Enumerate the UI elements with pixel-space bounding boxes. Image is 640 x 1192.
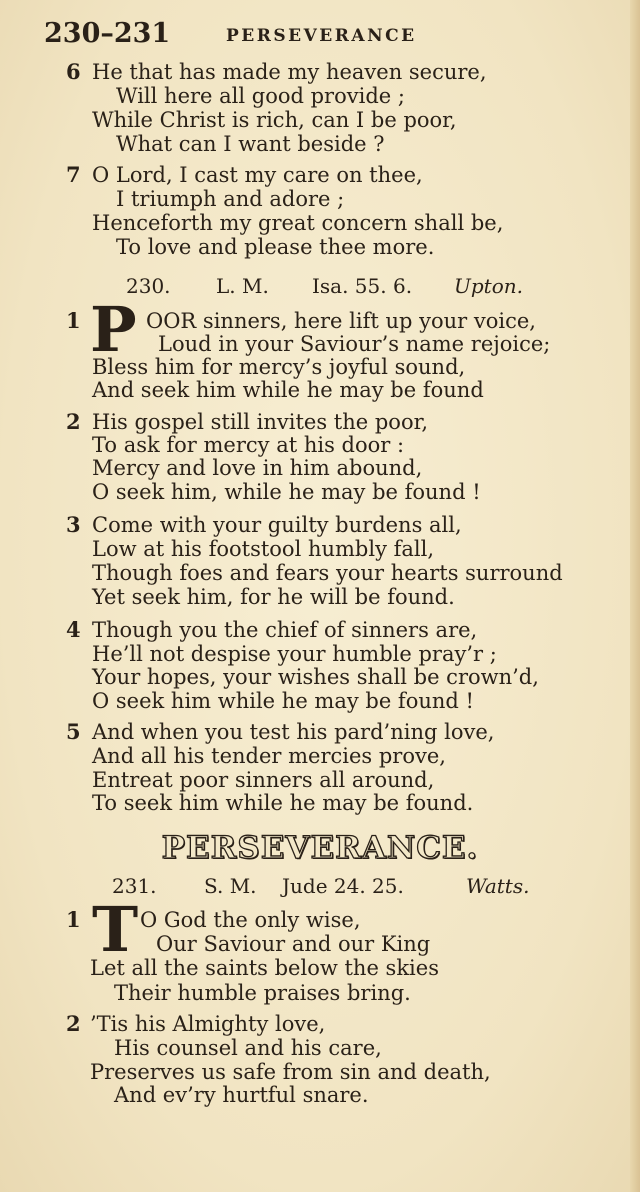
hymn-tune: Upton. — [454, 274, 523, 298]
hymn-tune: Watts. — [466, 874, 530, 898]
verse-number: 5 — [66, 719, 81, 744]
verse-number: 7 — [66, 162, 81, 187]
hymn-number: 230. — [126, 274, 171, 298]
verse-number: 6 — [66, 59, 81, 84]
verse-line: To seek him while he may be found. — [92, 791, 474, 815]
verse-line: Preserves us safe from sin and death, — [90, 1060, 491, 1084]
hymn-scripture: Jude 24. 25. — [282, 874, 404, 898]
verse-line: O God the only wise, — [140, 908, 361, 932]
verse-line: Entreat poor sinners all around, — [92, 768, 435, 792]
verse-line: O Lord, I cast my care on thee, — [92, 163, 423, 187]
verse-line: And ev’ry hurtful snare. — [114, 1083, 369, 1107]
verse-number: 4 — [66, 617, 81, 642]
drop-cap: P — [90, 293, 137, 366]
verse-line: Let all the saints below the skies — [90, 956, 439, 980]
section-title: PERSEVERANCE. — [161, 830, 479, 866]
verse-number: 3 — [66, 512, 81, 537]
hymn-meter: L. M. — [216, 274, 269, 298]
verse-line: Low at his footstool humbly fall, — [92, 537, 435, 561]
verse-line: Your hopes, your wishes shall be crown’d, — [92, 665, 539, 689]
verse-line: Come with your guilty burdens all, — [92, 513, 462, 537]
verse-line: And when you test his pard’ning love, — [92, 720, 495, 744]
verse-line: Though you the chief of sinners are, — [92, 618, 478, 642]
verse-line: OOR sinners, here lift up your voice, — [146, 309, 536, 333]
verse-line: Bless him for mercy’s joyful sound, — [92, 355, 466, 379]
verse-line: His counsel and his care, — [114, 1036, 382, 1060]
hymn-meter: S. M. — [204, 874, 257, 898]
verse-line: Mercy and love in him abound, — [92, 456, 423, 480]
page-header — [44, 18, 604, 52]
verse-number: 1 — [66, 308, 81, 333]
verse-line: Henceforth my great concern shall be, — [92, 211, 504, 235]
verse-line: I triumph and adore ; — [116, 187, 345, 211]
verse-number: 1 — [66, 907, 81, 932]
verse-line: His gospel still invites the poor, — [92, 410, 428, 434]
verse-line: Loud in your Saviour’s name rejoice; — [158, 332, 551, 356]
hymn-scripture: Isa. 55. 6. — [312, 274, 413, 298]
page-numbers: 230–231 — [44, 18, 171, 49]
page-edge — [630, 0, 640, 1192]
verse-number: 2 — [66, 409, 81, 434]
verse-line: And all his tender mercies prove, — [92, 744, 446, 768]
verse-line: O seek him while he may be found ! — [92, 689, 474, 713]
verse-line: To ask for mercy at his door : — [92, 433, 405, 457]
verse-line: O seek him, while he may be found ! — [92, 480, 481, 504]
verse-line: What can I want beside ? — [116, 132, 385, 156]
verse-line: He’ll not despise your humble pray’r ; — [92, 642, 497, 666]
verse-line: To love and please thee more. — [116, 235, 435, 259]
drop-cap: T — [92, 893, 139, 966]
verse-line: Yet seek him, for he will be found. — [92, 585, 455, 609]
verse-number: 2 — [66, 1011, 81, 1036]
verse-line: While Christ is rich, can I be poor, — [92, 108, 457, 132]
running-head: PERSEVERANCE — [226, 26, 417, 46]
verse-line: ’Tis his Almighty love, — [90, 1012, 326, 1036]
verse-line: Will here all good provide ; — [116, 84, 405, 108]
verse-line: Our Saviour and our King — [156, 932, 431, 956]
verse-line: Though foes and fears your hearts surround — [92, 561, 563, 585]
verse-line: Their humble praises bring. — [114, 981, 411, 1005]
verse-line: And seek him while he may be found — [92, 378, 484, 402]
verse-line: He that has made my heaven secure, — [92, 60, 487, 84]
hymn-number: 231. — [112, 874, 157, 898]
